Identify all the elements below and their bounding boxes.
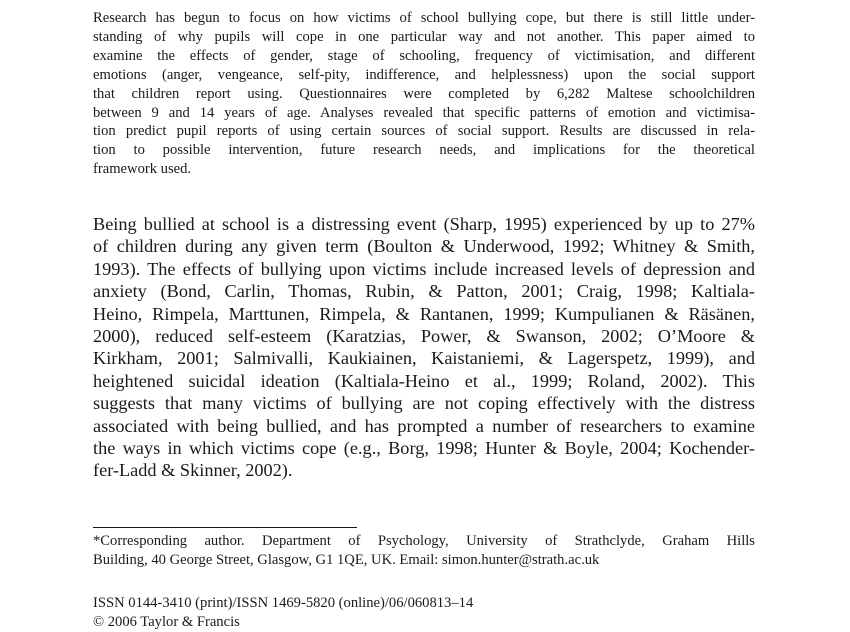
abstract-line: framework used. [93, 161, 192, 178]
body-line: Heino, Rimpela, Marttunen, Rimpela, & Rantanen, 1999; Kumpulianen & Räsänen, [93, 303, 755, 324]
abstract-line: standing of why pupils will cope in one particular way and not another. This paper aimed to [93, 28, 755, 45]
body-line: heightened suicidal ideation (Kaltiala-Heino et al., 1999; Roland, 2002). This [93, 370, 755, 391]
body-line: the ways in which victims cope (e.g., Borg, 1998; Hunter & Boyle, 2004; Kochender- [93, 438, 755, 459]
body-line: anxiety (Bond, Carlin, Thomas, Rubin, & Patton, 2001; Craig, 1998; Kaltiala- [93, 281, 755, 302]
footnote [93, 532, 755, 570]
body-line: associated with being bullied, and has prompted a number of researchers to examine [93, 415, 755, 436]
body-line: fer-Ladd & Skinner, 2002). [93, 460, 293, 481]
footnote-line: Building, 40 George Street, Glasgow, G1 1QE, UK. Email: simon.hunter@strath.ac.uk [93, 552, 600, 568]
copyright-line: © 2006 Taylor & Francis [93, 614, 240, 630]
body-line: Being bullied at school is a distressing event (Sharp, 1995) experienced by up to 27% [93, 214, 755, 234]
footnote-divider [93, 527, 357, 528]
body-line: suggests that many victims of bullying are not coping effectively with the distress [93, 393, 755, 414]
abstract-line: between 9 and 14 years of age. Analyses revealed that specific patterns of emotion and victimisa- [93, 104, 755, 121]
issn-line: ISSN 0144-3410 (print)/ISSN 1469-5820 (online)/06/060813–14 [93, 595, 474, 611]
abstract-line: tion to possible intervention, future research needs, and implications for the theoretical [93, 142, 755, 159]
body-line: 2000), reduced self-esteem (Karatzias, Power, & Swanson, 2002; O’Moore & [93, 326, 755, 347]
abstract-line: examine the effects of gender, stage of schooling, frequency of victimisation, and different [93, 47, 755, 64]
body-line: 1993). The effects of bullying upon victims include increased levels of depression and [93, 258, 755, 279]
body-line: Kirkham, 2001; Salmivalli, Kaukiainen, Kaistaniemi, & Lagerspetz, 1999), and [93, 348, 755, 369]
abstract [93, 9, 755, 179]
abstract-line: tion predict pupil reports of using certain sources of social support. Results are discussed in rela- [93, 123, 755, 140]
issn-copyright [93, 594, 755, 632]
abstract-line: that children report using. Questionnaires were completed by 6,282 Maltese schoolchildren [93, 85, 755, 102]
body-paragraph [93, 213, 755, 482]
footnote-line: *Corresponding author. Department of Psychology, University of Strathclyde, Graham Hills [93, 533, 755, 549]
abstract-line: Research has begun to focus on how victims of school bullying cope, but there is still little under- [93, 10, 755, 26]
body-line: of children during any given term (Boulton & Underwood, 1992; Whitney & Smith, [93, 236, 755, 257]
abstract-line: emotions (anger, vengeance, self-pity, indifference, and helplessness) upon the social support [93, 66, 755, 83]
